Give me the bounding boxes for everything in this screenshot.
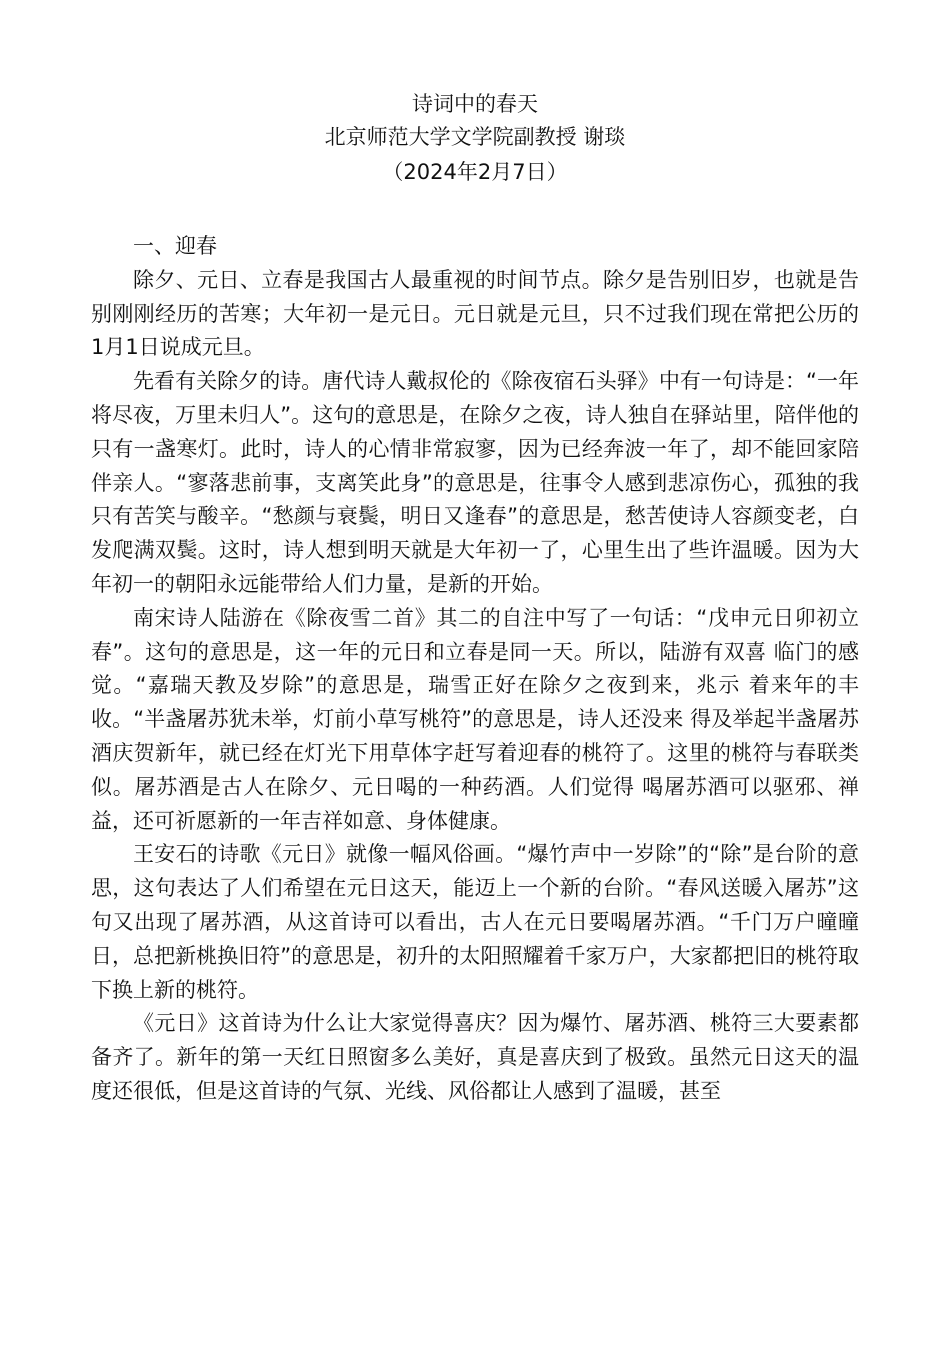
paragraph: 除夕、元日、立春是我国古人最重视的时间节点。除夕是告别旧岁，也就是告别刚刚经历的苦寒；大年初一是元日。元日就是元旦，只不过我们现在常把公历的1月1日说成元旦。	[91, 267, 859, 360]
paragraph: 王安石的诗歌《元日》就像一幅风俗画。“爆竹声中一岁除”的“除”是台阶的意思，这句表达了人们希望在元日这天，能迈上一个新的台阶。“春风送暖入屠苏”这句又出现了屠苏酒，从这首诗可以看出，古人在元日要喝屠苏酒。“千门万户曈曈日，总把新桃换旧符”的意思是，初升的太阳照耀着千家万户，大家都把旧的桃符取下换上新的桃符。	[91, 842, 859, 1002]
date-line: （2024年2月7日）	[382, 160, 568, 184]
document-body	[91, 230, 859, 1109]
document-title: 诗词中的春天	[412, 92, 538, 116]
author-line: 北京师范大学文学院副教授 谢琰	[324, 125, 626, 149]
document-header	[0, 88, 950, 189]
paragraph: 先看有关除夕的诗。唐代诗人戴叔伦的《除夜宿石头驿》中有一句诗是：“一年将尽夜，万里未归人”。这句的意思是，在除夕之夜，诗人独自在驿站里，陪伴他的只有一盏寒灯。此时，诗人的心情非常寂寥，因为已经奔波一年了，却不能回家陪伴亲人。“寥落悲前事，支离笑此身”的意思是，往事令人感到悲凉伤心，孤独的我只有苦笑与酸辛。“愁颜与衰鬓，明日又逢春”的意思是，愁苦使诗人容颜变老，白发爬满双鬓。这时，诗人想到明天就是大年初一了，心里生出了些许温暖。因为大年初一的朝阳永远能带给人们力量，是新的开始。	[91, 369, 859, 596]
paragraph: 《元日》这首诗为什么让大家觉得喜庆？因为爆竹、屠苏酒、桃符三大要素都备齐了。新年的第一天红日照窗多么美好，真是喜庆到了极致。虽然元日这天的温度还很低，但是这首诗的气氛、光线、风俗都让人感到了温暖，甚至	[91, 1011, 859, 1103]
section-heading: 一、迎春	[133, 234, 217, 258]
paragraph: 南宋诗人陆游在《除夜雪二首》其二的自注中写了一句话：“戊申元日卯初立春”。这句的意思是，这一年的元日和立春是同一天。所以，陆游有双喜 临门的感觉。“嘉瑞天教及岁除”的意思是，瑞雪正好在除夕之夜到来，兆示 着来年的丰收。“半盏屠苏犹未举，灯前小草写桃符”的意思是，诗人还没来 得及举起半盏屠苏酒庆贺新年，就已经在灯光下用草体字赶写着迎春的桃符了。这里的桃符与春联类似。屠苏酒是古人在除夕、元日喝的一种药酒。人们觉得 喝屠苏酒可以驱邪、禅益，还可祈愿新的一年吉祥如意、身体健康。	[91, 605, 859, 833]
